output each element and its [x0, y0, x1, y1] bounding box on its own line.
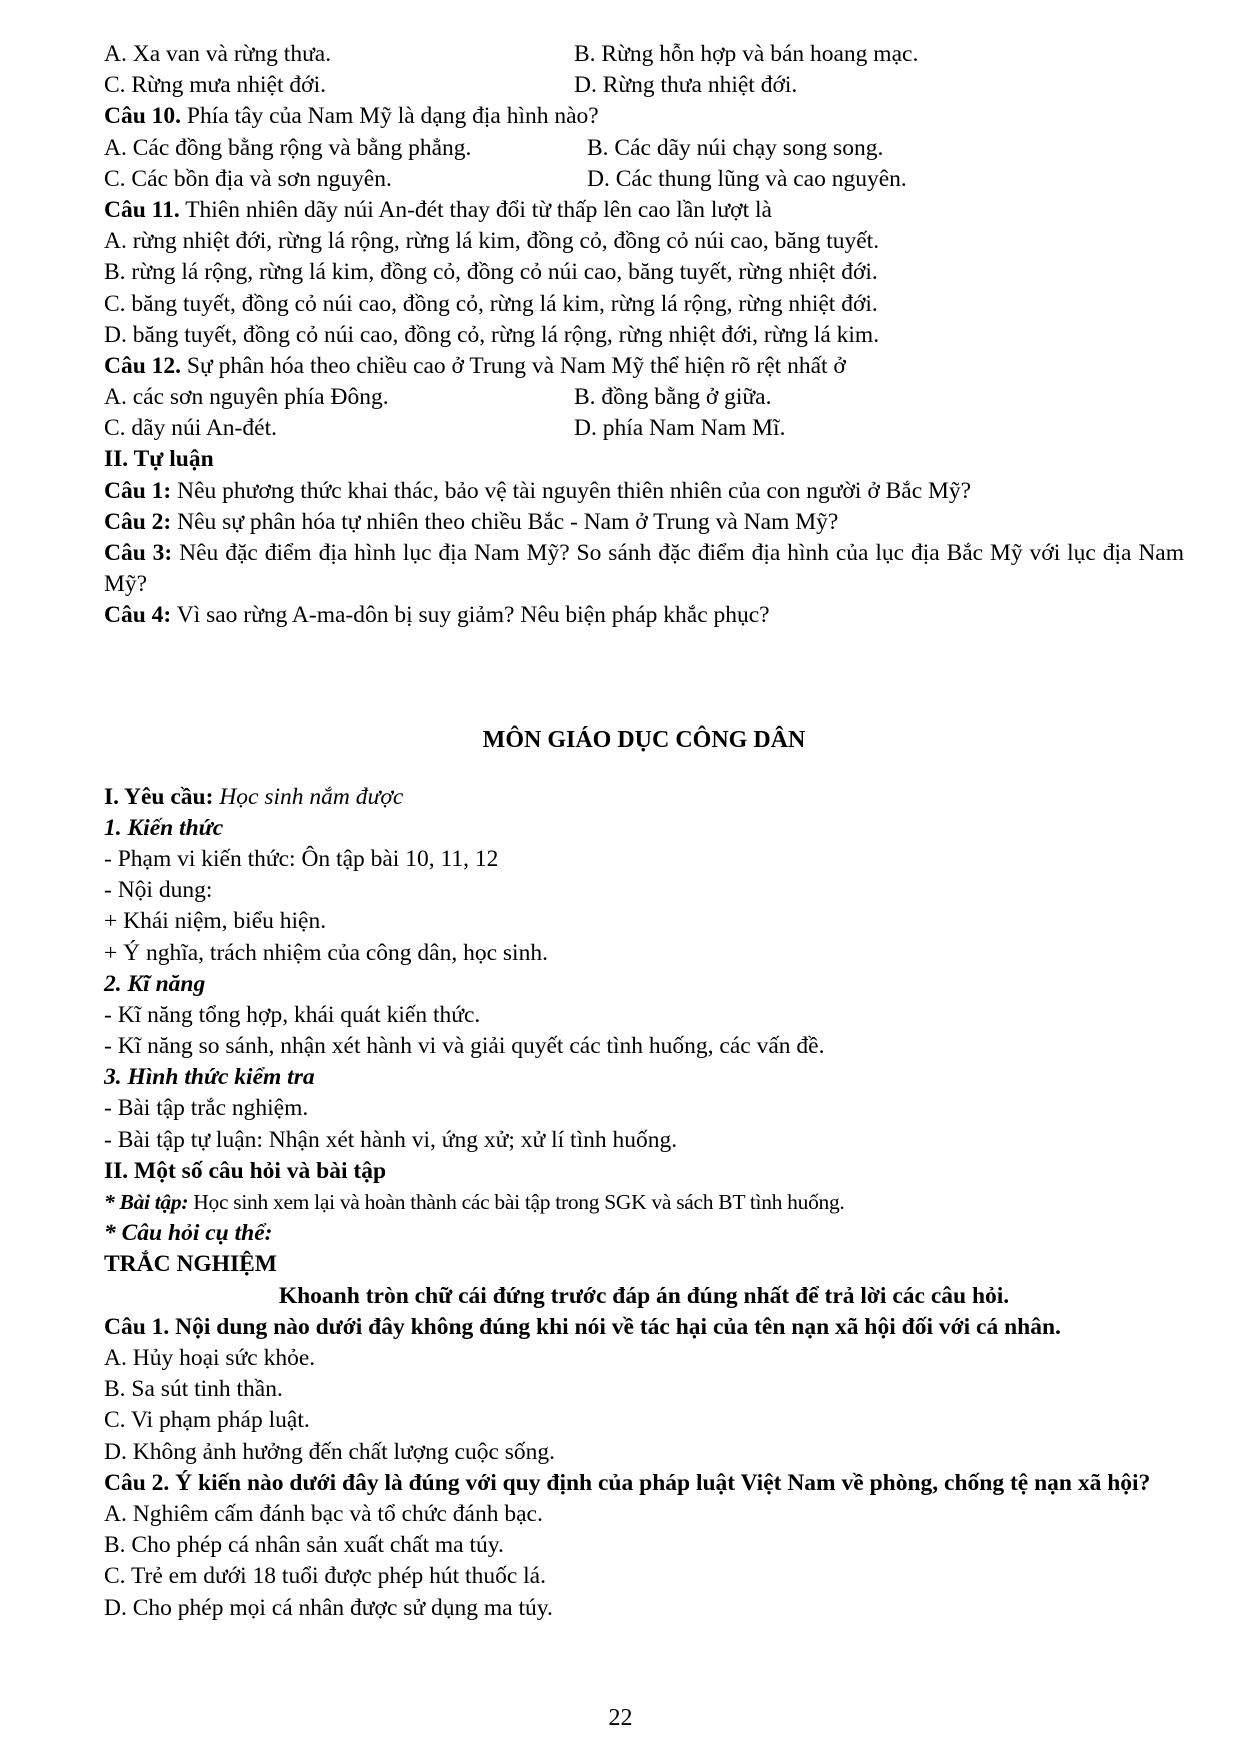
knowledge-line-4: + Ý nghĩa, trách nhiệm của công dân, học sinh.: [104, 939, 548, 966]
gdcd-q2-option-c: C. Trẻ em dưới 18 tuổi được phép hút thuốc lá.: [104, 1563, 546, 1590]
q9-option-c: C. Rừng mưa nhiệt đới.: [104, 72, 326, 99]
essay-q2-text: Nêu sự phân hóa tự nhiên theo chiều Bắc - Nam ở Trung và Nam Mỹ?: [171, 508, 839, 535]
knowledge-heading: 1. Kiến thức: [104, 814, 224, 841]
q12-row-2: [104, 413, 1184, 444]
gdcd-q1-option-d: D. Không ảnh hưởng đến chất lượng cuộc sống.: [104, 1438, 556, 1465]
q10-row-1: [104, 133, 1184, 164]
essay-q3-text: Nêu đặc điểm địa hình lục địa Nam Mỹ? So sánh đặc điểm địa hình của lục địa Bắc Mỹ với lục địa Nam Mỹ?: [104, 540, 1184, 598]
essay-question-1: [104, 476, 1184, 507]
q12-text: Sự phân hóa theo chiều cao ở Trung và Nam Mỹ thể hiện rõ rệt nhất ở: [181, 352, 846, 379]
test-format-line-2: - Bài tập tự luận: Nhận xét hành vi, ứng xử; xử lí tình huống.: [104, 1126, 678, 1153]
knowledge-line-1: - Phạm vi kiến thức: Ôn tập bài 10, 11, 12: [104, 845, 499, 872]
questions-section-heading: II. Một số câu hỏi và bài tập: [104, 1157, 387, 1184]
gdcd-q1-option-a: A. Hủy hoại sức khỏe.: [104, 1344, 316, 1371]
gdcd-q2-option-a: A. Nghiêm cấm đánh bạc và tổ chức đánh bạc.: [104, 1500, 543, 1527]
q9-option-d: D. Rừng thưa nhiệt đới.: [574, 72, 798, 99]
skills-line-1: - Kĩ năng tổng hợp, khái quát kiến thức.: [104, 1001, 481, 1028]
q12-option-a: A. các sơn nguyên phía Đông.: [104, 384, 389, 411]
essay-q2-label: Câu 2:: [104, 508, 172, 535]
q10-text: Phía tây của Nam Mỹ là dạng địa hình nào?: [181, 103, 599, 130]
multiple-choice-heading: TRẮC NGHIỆM: [104, 1251, 277, 1278]
essay-question-3: [104, 538, 1184, 600]
instruction-line: Khoanh tròn chữ cái đứng trước đáp án đúng nhất để trả lời các câu hỏi.: [278, 1282, 1010, 1309]
q10-option-b: B. Các dãy núi chạy song song.: [587, 134, 884, 161]
exercise-label: * Bài tập:: [104, 1190, 189, 1215]
q9-option-a: A. Xa van và rừng thưa.: [104, 41, 332, 67]
q12-option-b: B. đồng bằng ở giữa.: [574, 384, 772, 411]
q10-label: Câu 10.: [104, 103, 182, 130]
requirement-label: I. Yêu cầu:: [104, 783, 214, 810]
section-spacer: [104, 632, 1184, 720]
q9-option-b: B. Rừng hỗn hợp và bán hoang mạc.: [574, 41, 919, 67]
gdcd-q2-stem: Câu 2. Ý kiến nào dưới đây là đúng với quy định của pháp luật Việt Nam về phòng, chống tệ nạn xã hội?: [104, 1469, 1151, 1496]
q10-stem: [104, 101, 1184, 132]
essay-q1-label: Câu 1:: [104, 477, 172, 504]
essay-heading: II. Tự luận: [104, 446, 214, 473]
essay-q4-label: Câu 4:: [104, 602, 172, 629]
q12-row-1: [104, 382, 1184, 413]
page-number: 22: [608, 1705, 633, 1731]
requirement-line: [104, 782, 1184, 813]
q11-option-b: B. rừng lá rộng, rừng lá kim, đồng cỏ, đồng cỏ núi cao, băng tuyết, rừng nhiệt đới.: [104, 259, 878, 286]
q9-row-2: [104, 70, 1184, 101]
gdcd-q2-option-d: D. Cho phép mọi cá nhân được sử dụng ma túy.: [104, 1594, 553, 1621]
gdcd-q1-stem: Câu 1. Nội dung nào dưới đây không đúng khi nói về tác hại của tên nạn xã hội đối với cá nhân.: [104, 1313, 1061, 1340]
specific-questions-heading: * Câu hỏi cụ thể:: [104, 1220, 273, 1247]
gdcd-q2-option-b: B. Cho phép cá nhân sản xuất chất ma túy.: [104, 1532, 504, 1559]
q12-option-c: C. dãy núi An-đét.: [104, 415, 277, 442]
document-page: [104, 39, 1184, 1624]
q11-option-a: A. rừng nhiệt đới, rừng lá rộng, rừng lá kim, đồng cỏ, đồng cỏ núi cao, băng tuyết.: [104, 228, 880, 255]
q10-option-a: A. Các đồng bằng rộng và bằng phẳng.: [104, 134, 472, 161]
requirement-text: Học sinh nắm được: [213, 783, 404, 810]
q10-option-c: C. Các bồn địa và sơn nguyên.: [104, 165, 392, 192]
skills-line-2: - Kĩ năng so sánh, nhận xét hành vi và giải quyết các tình huống, các vấn đề.: [104, 1033, 825, 1060]
q11-option-d: D. băng tuyết, đồng cỏ núi cao, đồng cỏ, rừng lá rộng, rừng nhiệt đới, rừng lá kim.: [104, 321, 880, 348]
knowledge-line-2: - Nội dung:: [104, 877, 213, 904]
q11-text: Thiên nhiên dãy núi An-đét thay đổi từ thấp lên cao lần lượt là: [179, 196, 772, 223]
q9-row-1: [104, 39, 1184, 70]
essay-question-4: [104, 600, 1184, 631]
q12-label: Câu 12.: [104, 352, 182, 379]
essay-question-2: [104, 507, 1184, 538]
gdcd-q1-option-c: C. Vi phạm pháp luật.: [104, 1407, 310, 1434]
q11-label: Câu 11.: [104, 196, 180, 223]
exercise-note: [104, 1187, 1184, 1218]
q12-option-d: D. phía Nam Nam Mĩ.: [574, 415, 786, 442]
essay-q3-label: Câu 3:: [104, 540, 173, 566]
q12-stem: [104, 351, 1184, 382]
exercise-text: Học sinh xem lại và hoàn thành các bài tập trong SGK và sách BT tình huống.: [188, 1190, 845, 1215]
gdcd-q1-option-b: B. Sa sút tinh thần.: [104, 1376, 283, 1403]
section-title: MÔN GIÁO DỤC CÔNG DÂN: [482, 726, 806, 753]
q10-option-d: D. Các thung lũng và cao nguyên.: [587, 165, 907, 192]
knowledge-line-3: + Khái niệm, biểu hiện.: [104, 908, 327, 935]
essay-q4-text: Vì sao rừng A-ma-dôn bị suy giảm? Nêu biện pháp khắc phục?: [171, 602, 770, 629]
q10-row-2: [104, 164, 1184, 195]
q11-stem: [104, 195, 1184, 226]
essay-q1-text: Nêu phương thức khai thác, bảo vệ tài nguyên thiên nhiên của con người ở Bắc Mỹ?: [171, 477, 972, 504]
skills-heading: 2. Kĩ năng: [104, 970, 206, 997]
q11-option-c: C. băng tuyết, đồng cỏ núi cao, đồng cỏ, rừng lá kim, rừng lá rộng, rừng nhiệt đới.: [104, 290, 878, 317]
test-format-heading: 3. Hình thức kiểm tra: [104, 1064, 315, 1091]
test-format-line-1: - Bài tập trắc nghiệm.: [104, 1095, 309, 1122]
